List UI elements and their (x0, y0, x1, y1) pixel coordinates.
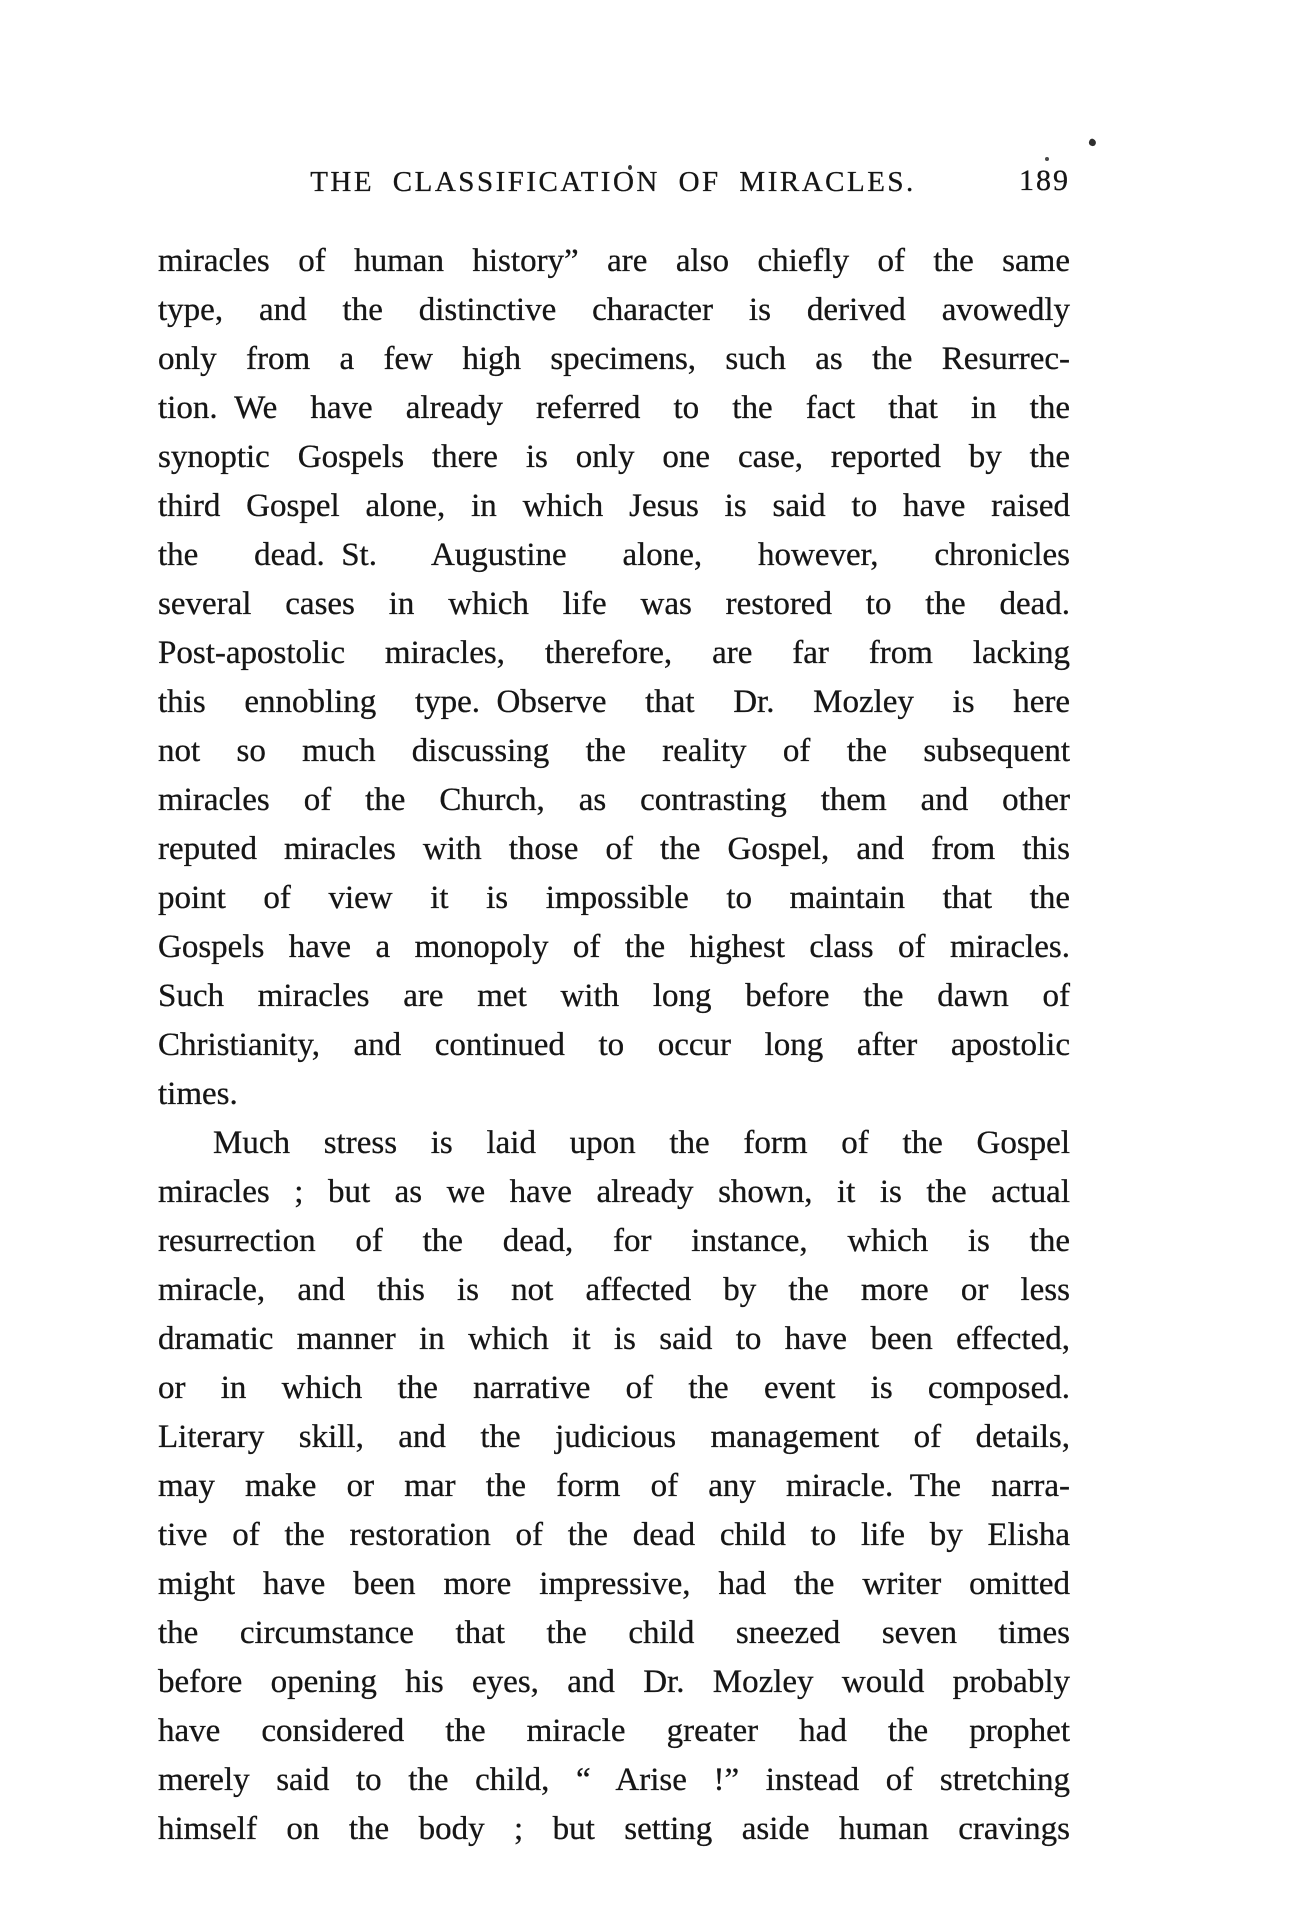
running-title: THE CLASSIFICATION OF MIRACLES. (310, 166, 916, 198)
text-line: resurrection of the dead, for instance, which is the (158, 1223, 1070, 1259)
paragraph (158, 1119, 1070, 1854)
text-line: several cases in which life was restored to the dead. (158, 586, 1070, 622)
text-line: miracles of human history” are also chiefly of the same (158, 243, 1070, 279)
text-line: Literary skill, and the judicious management of details, (158, 1419, 1070, 1455)
text-line: merely said to the child, “ Arise !” instead of stretching (158, 1762, 1070, 1798)
text-line: tive of the restoration of the dead child to life by Elisha (158, 1517, 1070, 1553)
text-line: Gospels have a monopoly of the highest class of miracles. (158, 929, 1070, 965)
text-line: before opening his eyes, and Dr. Mozley would probably (158, 1664, 1070, 1700)
text-line: dramatic manner in which it is said to have been effected, (158, 1321, 1070, 1357)
text-line: have considered the miracle greater had the prophet (158, 1713, 1070, 1749)
text-line: Such miracles are met with long before the dawn of (158, 978, 1070, 1014)
text-line: tion. We have already referred to the fact that in the (158, 390, 1070, 426)
text-line: himself on the body ; but setting aside human cravings (158, 1811, 1070, 1847)
text-line: not so much discussing the reality of the subsequent (158, 733, 1070, 769)
text-line: miracles ; but as we have already shown, it is the actual (158, 1174, 1070, 1210)
page-number: 189 (1019, 164, 1070, 197)
text-line: this ennobling type. Observe that Dr. Mozley is here (158, 684, 1070, 720)
scan-speck (1045, 157, 1049, 161)
scan-speck (1088, 138, 1097, 147)
text-line: miracle, and this is not affected by the more or less (158, 1272, 1070, 1308)
text-line: point of view it is impossible to maintain that the (158, 880, 1070, 916)
text-line: third Gospel alone, in which Jesus is said to have raised (158, 488, 1070, 524)
text-line: or in which the narrative of the event is composed. (158, 1370, 1070, 1406)
text-line: might have been more impressive, had the writer omitted (158, 1566, 1070, 1602)
text-line: the circumstance that the child sneezed seven times (158, 1615, 1070, 1651)
text-line: Christianity, and continued to occur long after apostolic (158, 1027, 1070, 1063)
text-line: times. (158, 1076, 238, 1112)
text-line: the dead. St. Augustine alone, however, chronicles (158, 537, 1070, 573)
text-line: may make or mar the form of any miracle. The narra- (158, 1468, 1070, 1504)
text-line: only from a few high specimens, such as the Resurrec- (158, 341, 1070, 377)
text-line: miracles of the Church, as contrasting them and other (158, 782, 1070, 818)
text-line: type, and the distinctive character is derived avowedly (158, 292, 1070, 328)
text-line: synoptic Gospels there is only one case, reported by the (158, 439, 1070, 475)
text-line: Post-apostolic miracles, therefore, are far from lacking (158, 635, 1070, 671)
paragraph (158, 237, 1070, 1119)
text-line: Much stress is laid upon the form of the Gospel (213, 1125, 1070, 1161)
page-body (158, 237, 1070, 1854)
text-line: reputed miracles with those of the Gospel, and from this (158, 831, 1070, 867)
